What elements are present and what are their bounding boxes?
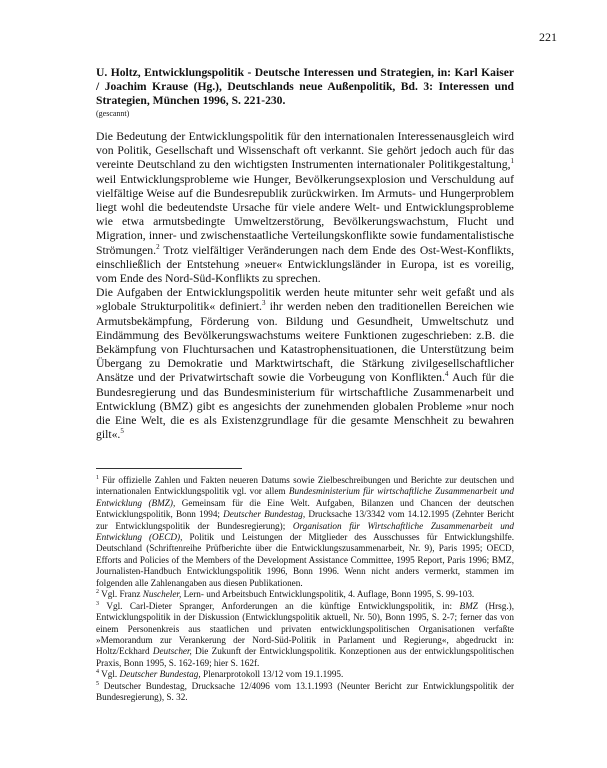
scan-note: (gescannt)	[96, 108, 130, 118]
footnote-ref-5: 5	[120, 427, 124, 436]
footnote-4-italic: Deutscher Bundestag,	[119, 669, 201, 680]
p1-text-c: Trotz vielfältiger Veränderungen nach dem Ende des Ost-West-Konflikts, einschließlich der Entstehung »neuer« Entwicklungsländer in Europa, ist es voreilig, vom Ende des Nord-Süd-Konflikts zu sprechen.	[96, 243, 514, 286]
footnote-5-number: 5	[96, 681, 99, 687]
p1-text-a: Die Bedeutung der Entwicklungspolitik für den internationalen Interessenausgleich wird von Politik, Gesellschaft und Wissenschaft oft verkannt. Sie gehört jedoch auch für das vereinte Deutschland zu den wichtigsten Instrumenten internationaler Politikgestaltung,	[96, 130, 514, 172]
footnote-3-text: Vgl. Carl-Dieter Spranger, Anforderungen an die künftige Entwicklungspolitik, in:	[99, 600, 460, 611]
footnote-5-text: Deutscher Bundestag, Drucksache 12/4096 vom 13.1.1993 (Neunter Bericht zur Entwicklungspolitik der Bundesregierung), S. 32.	[96, 681, 514, 703]
p2-text-c: Auch für die Bundesregierung und das Bundesministerium für wirtschaftliche Zusammenarbeit und Entwicklung (BMZ) gibt es angesichts der zunehmenden globalen Probleme »nur noch die Eine Welt, die es als Existenzgrundlage für die gesamte Menschheit zu bewahren gilt«.	[96, 371, 514, 442]
footnote-1-text: Für offizielle Zahlen und Fakten neueren Datums sowie Zielbeschreibungen und Berichte zur deutschen und internationalen Entwicklungspolitik vgl. vor allem	[96, 475, 514, 497]
footnote-divider	[96, 468, 242, 469]
footnote-3-italic: Deutscher,	[152, 646, 192, 657]
citation-title: U. Holtz, Entwicklungspolitik - Deutsche Interessen und Strategien, in: Karl Kaiser / Joachim Krause (Hg.), Deutschlands neue Außenpolitik, Bd. 3: Interessen und Strategien, München 1996, S. 221-230.	[96, 66, 514, 108]
footnote-4-number: 4	[96, 669, 99, 676]
page-number: 221	[539, 30, 557, 44]
footnote-3-text: Die Zukunft der Entwicklungspolitik. Konzeptionen aus der entwicklungspolitischen Praxis, Bonn 1995, S. 162-169; hier S. 162f.	[96, 646, 514, 668]
footnotes	[96, 475, 514, 704]
footnote-1-text: Drucksache 13/3342 vom 14.12.1995 (Zehnter Bericht zur Entwicklungspolitik der Bundesregierung);	[96, 509, 514, 531]
footnote-1-text: Politik und Leistungen der Mitglieder des Ausschusses für Entwicklungshilfe. Deutschland (Schriftenreihe Prüfberichte über die Entwicklungszusammenarbeit, Nr. 9), Paris 1995; OECD, Efforts and Policies of the Members of the Development Assistance Committee, 1995 Report, Paris 1996; BMZ, Journalisten-Handbuch Entwicklungspolitik 1996, Bonn 1996. Wenn nicht anders vermerkt, stammen im folgenden alle Zahlenangaben aus diesen Publikationen.	[96, 532, 515, 588]
footnote-ref-3: 3	[261, 299, 266, 308]
footnote-4-text: Vgl.	[99, 669, 120, 680]
footnote-1-italic: Organisation für Wirtschaftliche Zusammenarbeit und Entwicklung (OECD),	[96, 520, 514, 543]
footnote-ref-4: 4	[444, 370, 449, 379]
p1-text-b: weil Entwicklungsprobleme wie Hunger, Bevölkerungsexplosion und Verschuldung auf vielfältige Weise auf die Bundesrepublik zurückwirken. Im Armuts- und Hungerproblem liegt wohl die bedeutendste Ursache für viele andere Welt- und Entwicklungsprobleme wie etwa armutsbedingte Umweltzerstörung, Bevölkerungswachstum, Flucht und Migration, inner- und zwischenstaatliche Verteilungskonflikte sowie fundamentalistische Strömungen.	[96, 172, 514, 257]
footnote-2-text: Vgl. Franz	[99, 589, 143, 600]
footnote-1-text: Gemeinsam für die Eine Welt. Aufgaben, Bilanzen und Chancen der deutschen Entwicklungspolitik, Bonn 1994;	[96, 497, 514, 520]
footnote-2-text: Lern- und Arbeitsbuch Entwicklungspolitik, 4. Auflage, Bonn 1995, S. 99-103.	[181, 589, 475, 600]
citation-header	[96, 66, 514, 119]
footnote-2-number: 2	[96, 589, 99, 596]
main-text	[96, 130, 514, 442]
footnote-3-number: 3	[96, 600, 99, 607]
p2-text-b: ihr werden neben den traditionellen Bereichen wie Armutsbekämpfung, Förderung von. Bildung und Gesundheit, Umweltschutz und Eindämmung des Bevölkerungswachstums weitere Funktionen zugeschrieben: z.B. die Bekämpfung von Fluchtursachen und Katastrophensituationen, die Unterstützung beim Übergang zu Demokratie und Marktwirtschaft, die Stärkung zivilgesellschaftlicher Ansätze und der Privatwirtschaft sowie die Vorbeugung von Konflikten.	[96, 300, 514, 385]
footnote-3-text: (Hrsg.), Entwicklungspolitik in der Diskussion (Entwicklungspolitik aktuell, Nr. 50), Bonn 1995, S. 2-7; ferner das von einem Personenkreis aus staatlichen und privaten entwicklungspolitischen Organisationen verfaßte »Memorandum zur Verankerung der Nord-Süd-Politik in Parlament und Regierung«, abgedruckt in: Holtz/Eckhard	[96, 600, 515, 657]
footnote-3-italic: BMZ	[459, 600, 478, 611]
footnote-1-number: 1	[96, 474, 99, 481]
footnote-5	[96, 681, 514, 704]
footnote-4	[96, 669, 514, 680]
footnote-2-italic: Nuscheler,	[142, 589, 182, 600]
footnote-3	[96, 601, 514, 669]
paragraph-2	[96, 286, 514, 442]
p2-text-a: Die Aufgaben der Entwicklungspolitik werden heute mitunter sehr weit gefaßt und als »globale Strukturpolitik« definiert.	[96, 286, 514, 314]
footnote-ref-2: 2	[156, 242, 160, 251]
footnote-1	[96, 475, 514, 589]
footnote-2	[96, 589, 514, 600]
paragraph-1	[96, 130, 514, 286]
footnote-1-italic: Deutscher Bundestag,	[223, 509, 306, 520]
footnote-1-italic: Bundesministerium für wirtschaftliche Zusammenarbeit und Entwicklung (BMZ),	[96, 486, 514, 508]
footnote-4-text: Plenarprotokoll 13/12 vom 19.1.1995.	[200, 669, 344, 680]
footnote-ref-1: 1	[510, 157, 514, 166]
